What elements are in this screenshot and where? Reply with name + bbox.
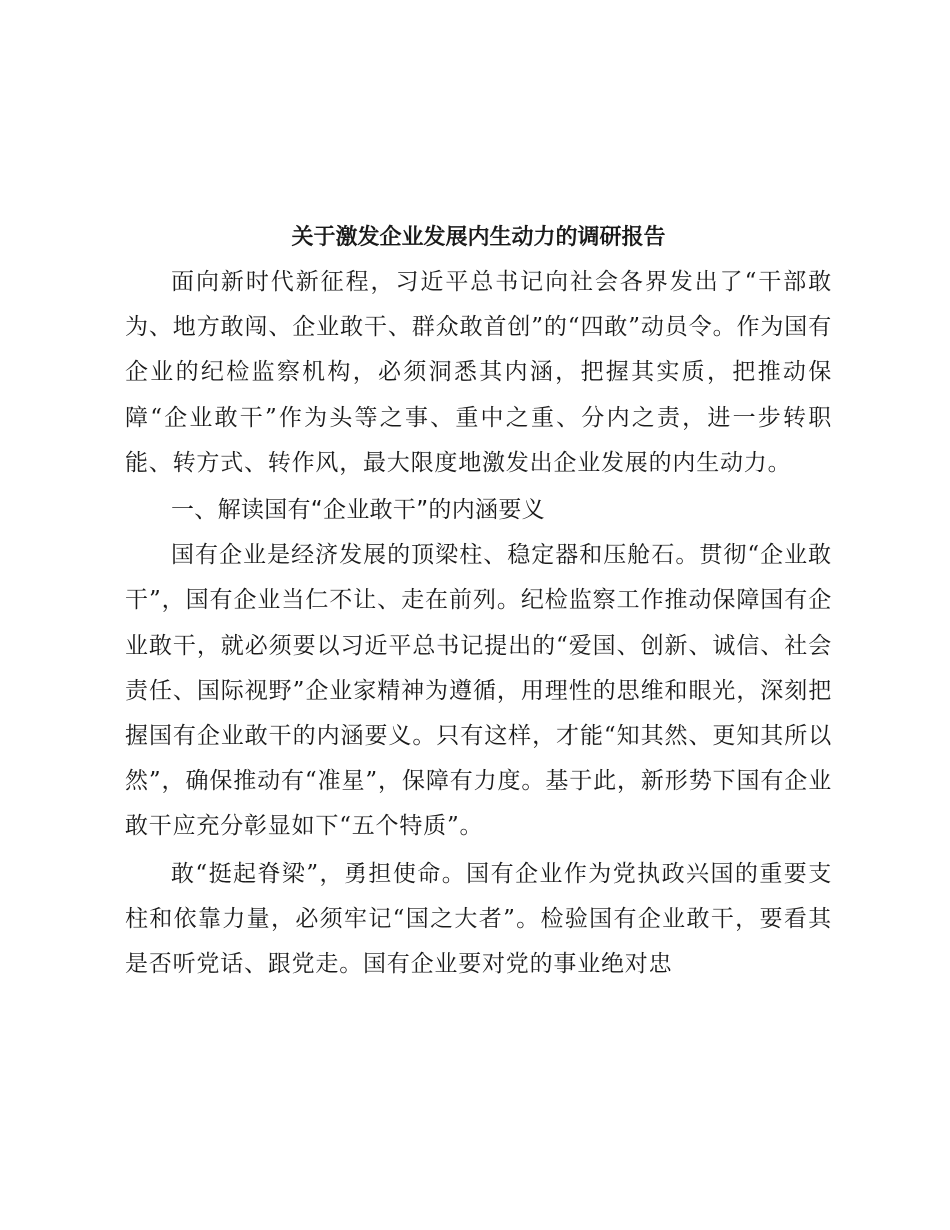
- section-1-paragraph-2: 敢“挺起脊梁”，勇担使命。国有企业作为党执政兴国的重要支柱和依靠力量，必须牢记“国之大者”。检验国有企业敢干，要看其是否听党话、跟党走。国有企业要对党的事业绝对忠: [125, 860, 832, 978]
- section-heading-1: 一、解读国有“企业敢干”的内涵要义: [171, 497, 545, 524]
- document-title: 关于激发企业发展内生动力的调研报告: [291, 224, 666, 250]
- section-1-paragraph-1: 国有企业是经济发展的顶梁柱、稳定器和压舱石。贯彻“企业敢干”，国有企业当仁不让、走在前列。纪检监察工作推动保障国有企业敢干，就必须要以习近平总书记提出的“爱国、创新、诚信、社会责任、国际视野”企业家精神为遵循，用理性的思维和眼光，深刻把握国有企业敢干的内涵要义。只有这样，才能“知其然、更知其所以然”，确保推动有“准星”，保障有力度。基于此，新形势下国有企业敢干应充分彰显如下“五个特质”。: [125, 542, 832, 840]
- document-body: [125, 222, 832, 987]
- intro-paragraph: 面向新时代新征程，习近平总书记向社会各界发出了“干部敢为、地方敢闯、企业敢干、群众敢首创”的“四敢”动员令。作为国有企业的纪检监察机构，必须洞悉其内涵，把握其实质，把推动保障“企业敢干”作为头等之事、重中之重、分内之责，进一步转职能、转方式、转作风，最大限度地激发出企业发展的内生动力。: [125, 269, 832, 476]
